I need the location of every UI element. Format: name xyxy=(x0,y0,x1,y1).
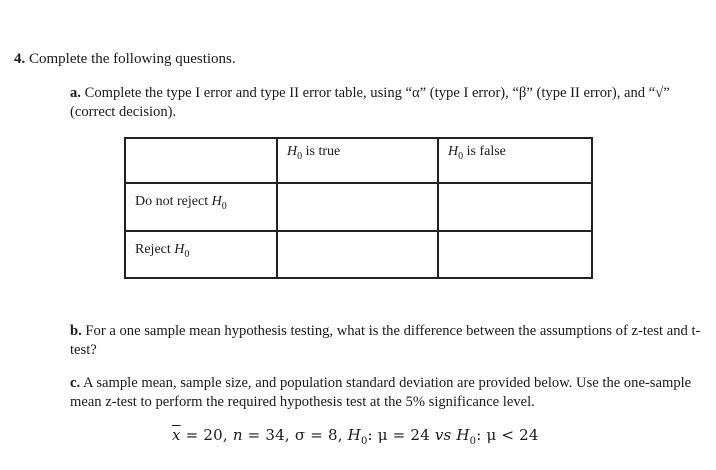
table-row xyxy=(125,183,592,231)
part-c xyxy=(70,374,710,412)
part-a-label: a. xyxy=(70,85,81,101)
header-h0-false: $H_0$ is false xyxy=(438,138,592,183)
part-b-text: For a one sample mean hypothesis testing, what is the difference between the assumptions of z-test and t-test? xyxy=(70,323,701,358)
hypothesis-formula: $\overline{x} = 20$, n = 34, σ = 8, $H_0$: μ = 24 vs $H_0$: μ < 24 xyxy=(172,426,539,447)
part-a-text: Complete the type I error and type II error table, using “α” (type I error), “β” (type II error), and “√” (correct decision). xyxy=(70,85,670,120)
error-table xyxy=(124,137,593,279)
header-h0-true: $H_0$ is true xyxy=(277,138,438,183)
row-label-reject: Reject $H_0$ xyxy=(125,231,277,278)
table-header-row xyxy=(125,138,592,183)
question-number: 4. xyxy=(14,51,26,67)
part-c-label: c. xyxy=(70,375,81,391)
table-row xyxy=(125,231,592,278)
answer-cell-reject-h0-false[interactable] xyxy=(438,231,592,278)
part-b-label: b. xyxy=(70,323,82,339)
part-a xyxy=(70,84,710,122)
question-title-text: Complete the following questions. xyxy=(29,51,236,67)
answer-cell-do-not-reject-h0-true[interactable] xyxy=(277,183,438,231)
answer-cell-do-not-reject-h0-false[interactable] xyxy=(438,183,592,231)
table-corner-cell xyxy=(125,138,277,183)
part-b xyxy=(70,322,710,360)
answer-cell-reject-h0-true[interactable] xyxy=(277,231,438,278)
question-title xyxy=(14,50,236,68)
row-label-do-not-reject: Do not reject $H_0$ xyxy=(125,183,277,231)
part-c-text: A sample mean, sample size, and population standard deviation are provided below. Use the one-sample mean z-test to perform the required hypothesis test at the 5% significance level. xyxy=(70,375,692,410)
